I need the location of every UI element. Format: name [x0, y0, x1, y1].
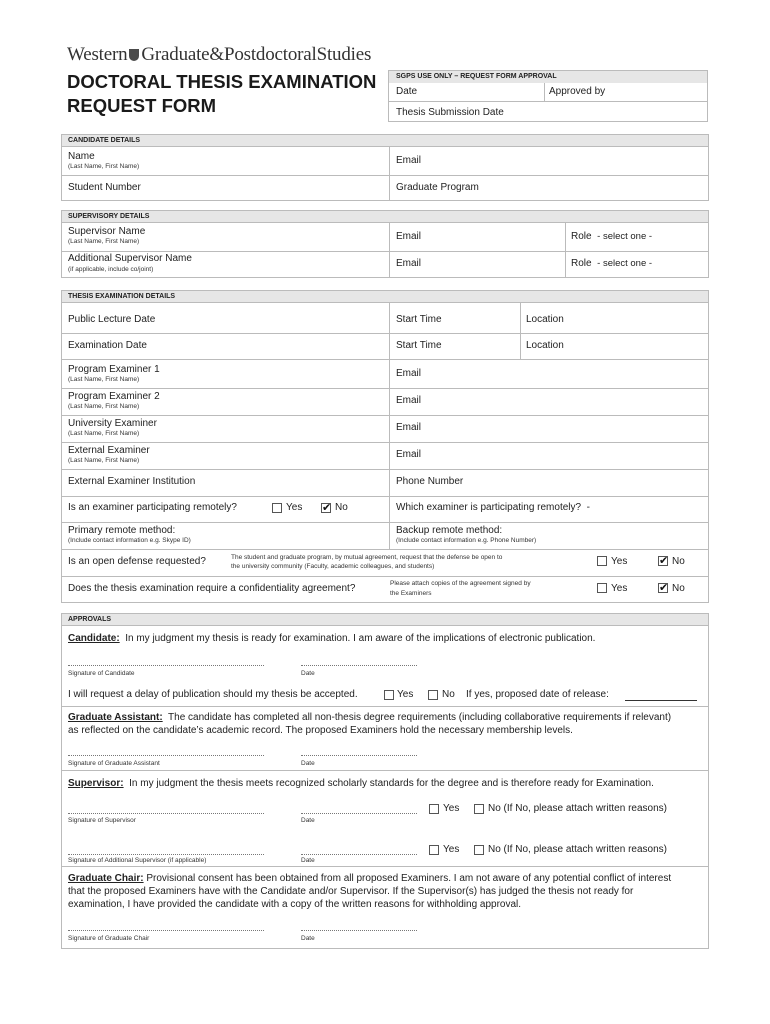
additional-supervisor-yes-label: Yes [443, 844, 460, 855]
open-defense-no-label: No [672, 556, 685, 567]
examination-date-field[interactable]: Examination Date [68, 340, 147, 351]
field-hint: (Last Name, First Name) [68, 376, 140, 383]
phone-number-field[interactable]: Phone Number [396, 476, 464, 487]
chair-approval-label: Graduate Chair: [68, 873, 144, 884]
which-remote-label: Which examiner is participating remotely? [396, 502, 582, 513]
thesis-examination-section [61, 290, 709, 603]
supervisor-signature-line[interactable] [68, 813, 264, 814]
field-hint: (Include contact information e.g. Skype ID) [68, 537, 191, 544]
date-caption: Date [301, 857, 315, 864]
open-defense-yes-label: Yes [611, 556, 628, 567]
candidate-approval-label: Candidate: [68, 633, 120, 644]
confidentiality-note: the Examiners [390, 590, 432, 597]
delay-yes-checkbox[interactable] [384, 690, 394, 700]
candidate-details-section [61, 134, 709, 201]
title-line-1: DOCTORAL THESIS EXAMINATION [67, 71, 377, 92]
remote-no-checkbox[interactable] [321, 503, 331, 513]
supervisor-no-checkbox[interactable] [474, 804, 484, 814]
field-hint: (Last Name, First Name) [68, 430, 140, 437]
supervisor-no-label: No (If No, please attach written reasons) [488, 803, 667, 814]
external-examiner-email[interactable]: Email [396, 449, 422, 460]
graduate-program-field[interactable]: Graduate Program [396, 182, 479, 193]
ga-date-line[interactable] [301, 755, 417, 756]
external-institution-field[interactable]: External Examiner Institution [68, 476, 196, 487]
western-gps-logo [67, 44, 371, 66]
primary-remote-field[interactable]: Primary remote method: [68, 525, 176, 536]
sgps-heading: SGPS USE ONLY – REQUEST FORM APPROVAL [389, 71, 707, 83]
remote-question-label: Is an examiner participating remotely? [68, 502, 237, 513]
which-remote-value: - [586, 502, 590, 513]
signature-caption: Signature of Candidate [68, 670, 135, 677]
chair-approval-text: that the proposed Examiners have with the Candidate and/or Supervisor. If the Supervisor(s) has judged the thesis not ready for [68, 886, 634, 897]
proposed-release-label: If yes, proposed date of release: [466, 689, 609, 700]
ga-signature-line[interactable] [68, 755, 264, 756]
candidate-email-field[interactable]: Email [396, 155, 422, 166]
delay-publication-label: I will request a delay of publication should my thesis be accepted. [68, 689, 358, 700]
confidentiality-yes-label: Yes [611, 583, 628, 594]
field-hint: (Last Name, First Name) [68, 403, 140, 410]
program-examiner-1-email[interactable]: Email [396, 368, 422, 379]
delay-no-label: No [442, 689, 455, 700]
additional-supervisor-yes-checkbox[interactable] [429, 845, 439, 855]
candidate-signature-line[interactable] [68, 665, 264, 666]
supervisor-approval-text: In my judgment the thesis meets recognized scholarly standards for the degree and is therefore ready for Examination. [129, 778, 654, 789]
section-heading: THESIS EXAMINATION DETAILS [62, 291, 708, 303]
confidentiality-no-label: No [672, 583, 685, 594]
proposed-release-field[interactable] [625, 700, 697, 701]
additional-supervisor-signature-line[interactable] [68, 854, 264, 855]
additional-supervisor-date-line[interactable] [301, 854, 417, 855]
section-heading: CANDIDATE DETAILS [62, 135, 708, 147]
additional-supervisor-no-label: No (If No, please attach written reasons) [488, 844, 667, 855]
remote-no-label: No [335, 502, 348, 513]
page-title [67, 70, 376, 118]
ga-approval-label: Graduate Assistant: [68, 712, 163, 723]
public-lecture-date-field[interactable]: Public Lecture Date [68, 314, 156, 325]
additional-supervisor-email-field[interactable]: Email [396, 258, 422, 269]
field-hint: (if applicable, include co/joint) [68, 266, 154, 273]
field-hint: (Include contact information e.g. Phone Number) [396, 537, 537, 544]
additional-supervisor-field[interactable]: Additional Supervisor Name [68, 253, 192, 264]
additional-role-select[interactable] [571, 258, 652, 269]
lecture-start-time-field[interactable]: Start Time [396, 314, 442, 325]
candidate-approval-text: In my judgment my thesis is ready for examination. I am aware of the implications of electronic publication. [125, 633, 596, 644]
supervisor-yes-checkbox[interactable] [429, 804, 439, 814]
additional-supervisor-no-checkbox[interactable] [474, 845, 484, 855]
chair-approval-text: examination, I have provided the candidate with a copy of the written reasons for withholding approval. [68, 899, 522, 910]
program-examiner-2-email[interactable]: Email [396, 395, 422, 406]
confidentiality-label: Does the thesis examination require a confidentiality agreement? [68, 583, 356, 594]
candidate-name-field[interactable]: Name [68, 151, 95, 162]
section-heading: SUPERVISORY DETAILS [62, 211, 708, 223]
supervisor-email-field[interactable]: Email [396, 231, 422, 242]
candidate-date-line[interactable] [301, 665, 417, 666]
field-hint: (Last Name, First Name) [68, 457, 140, 464]
backup-remote-field[interactable]: Backup remote method: [396, 525, 503, 536]
ga-approval-text: The candidate has completed all non-thesis degree requirements (including collaborative requirements if relevant) [168, 712, 672, 723]
external-examiner-field[interactable]: External Examiner [68, 445, 150, 456]
which-remote-select[interactable] [396, 502, 590, 513]
open-defense-no-checkbox[interactable] [658, 556, 668, 566]
student-number-field[interactable]: Student Number [68, 182, 141, 193]
delay-no-checkbox[interactable] [428, 690, 438, 700]
date-caption: Date [301, 935, 315, 942]
program-examiner-1-field[interactable]: Program Examiner 1 [68, 364, 160, 375]
supervisor-yes-label: Yes [443, 803, 460, 814]
role-value: - select one - [597, 258, 653, 269]
open-defense-note: The student and graduate program, by mutual agreement, request that the defense be open to [231, 554, 503, 561]
approvals-section [61, 613, 709, 949]
role-label: Role [571, 258, 592, 269]
sgps-approval-box [388, 70, 708, 122]
chair-approval-text: Provisional consent has been obtained from all proposed Examiners. I am not aware of any potential conflict of interest [146, 873, 672, 884]
lecture-location-field[interactable]: Location [526, 314, 564, 325]
delay-yes-label: Yes [397, 689, 414, 700]
open-defense-label: Is an open defense requested? [68, 556, 206, 567]
sgps-date-field[interactable]: Date [396, 86, 418, 97]
confidentiality-note: Please attach copies of the agreement signed by [390, 580, 531, 587]
signature-caption: Signature of Supervisor [68, 817, 136, 824]
chair-signature-line[interactable] [68, 930, 264, 931]
date-caption: Date [301, 670, 315, 677]
ga-approval-text: as reflected on the candidate’s academic record. The proposed Examiners hold the necessary membership levels. [68, 725, 573, 736]
field-hint: (Last Name, First Name) [68, 163, 140, 170]
title-line-2: REQUEST FORM [67, 95, 217, 116]
supervisor-approval-label: Supervisor: [68, 778, 124, 789]
signature-caption: Signature of Graduate Assistant [68, 760, 160, 767]
supervisor-date-line[interactable] [301, 813, 417, 814]
open-defense-yes-checkbox[interactable] [597, 556, 607, 566]
logo-text-gps: Graduate&PostdoctoralStudies [141, 44, 372, 65]
field-hint: (Last Name, First Name) [68, 238, 140, 245]
signature-caption: Signature of Graduate Chair [68, 935, 150, 942]
exam-location-field[interactable]: Location [526, 340, 564, 351]
sgps-submission-date-field[interactable]: Thesis Submission Date [396, 107, 504, 118]
exam-start-time-field[interactable]: Start Time [396, 340, 442, 351]
section-heading: APPROVALS [62, 614, 708, 626]
chair-date-line[interactable] [301, 930, 417, 931]
remote-yes-label: Yes [286, 502, 303, 513]
remote-yes-checkbox[interactable] [272, 503, 282, 513]
confidentiality-no-checkbox[interactable] [658, 583, 668, 593]
crest-icon [129, 49, 139, 61]
logo-text-western: Western [67, 44, 128, 65]
confidentiality-yes-checkbox[interactable] [597, 583, 607, 593]
university-examiner-email[interactable]: Email [396, 422, 422, 433]
supervisory-details-section [61, 210, 709, 278]
date-caption: Date [301, 760, 315, 767]
university-examiner-field[interactable]: University Examiner [68, 418, 157, 429]
program-examiner-2-field[interactable]: Program Examiner 2 [68, 391, 160, 402]
supervisor-role-select[interactable] [571, 231, 652, 242]
date-caption: Date [301, 817, 315, 824]
supervisor-name-field[interactable]: Supervisor Name [68, 226, 146, 237]
signature-caption: Signature of Additional Supervisor (if applicable) [68, 857, 207, 864]
sgps-approved-by-field[interactable]: Approved by [549, 86, 606, 97]
open-defense-note: the university community (Faculty, academic colleagues, and students) [231, 563, 435, 570]
role-label: Role [571, 231, 592, 242]
role-value: - select one - [597, 231, 653, 242]
